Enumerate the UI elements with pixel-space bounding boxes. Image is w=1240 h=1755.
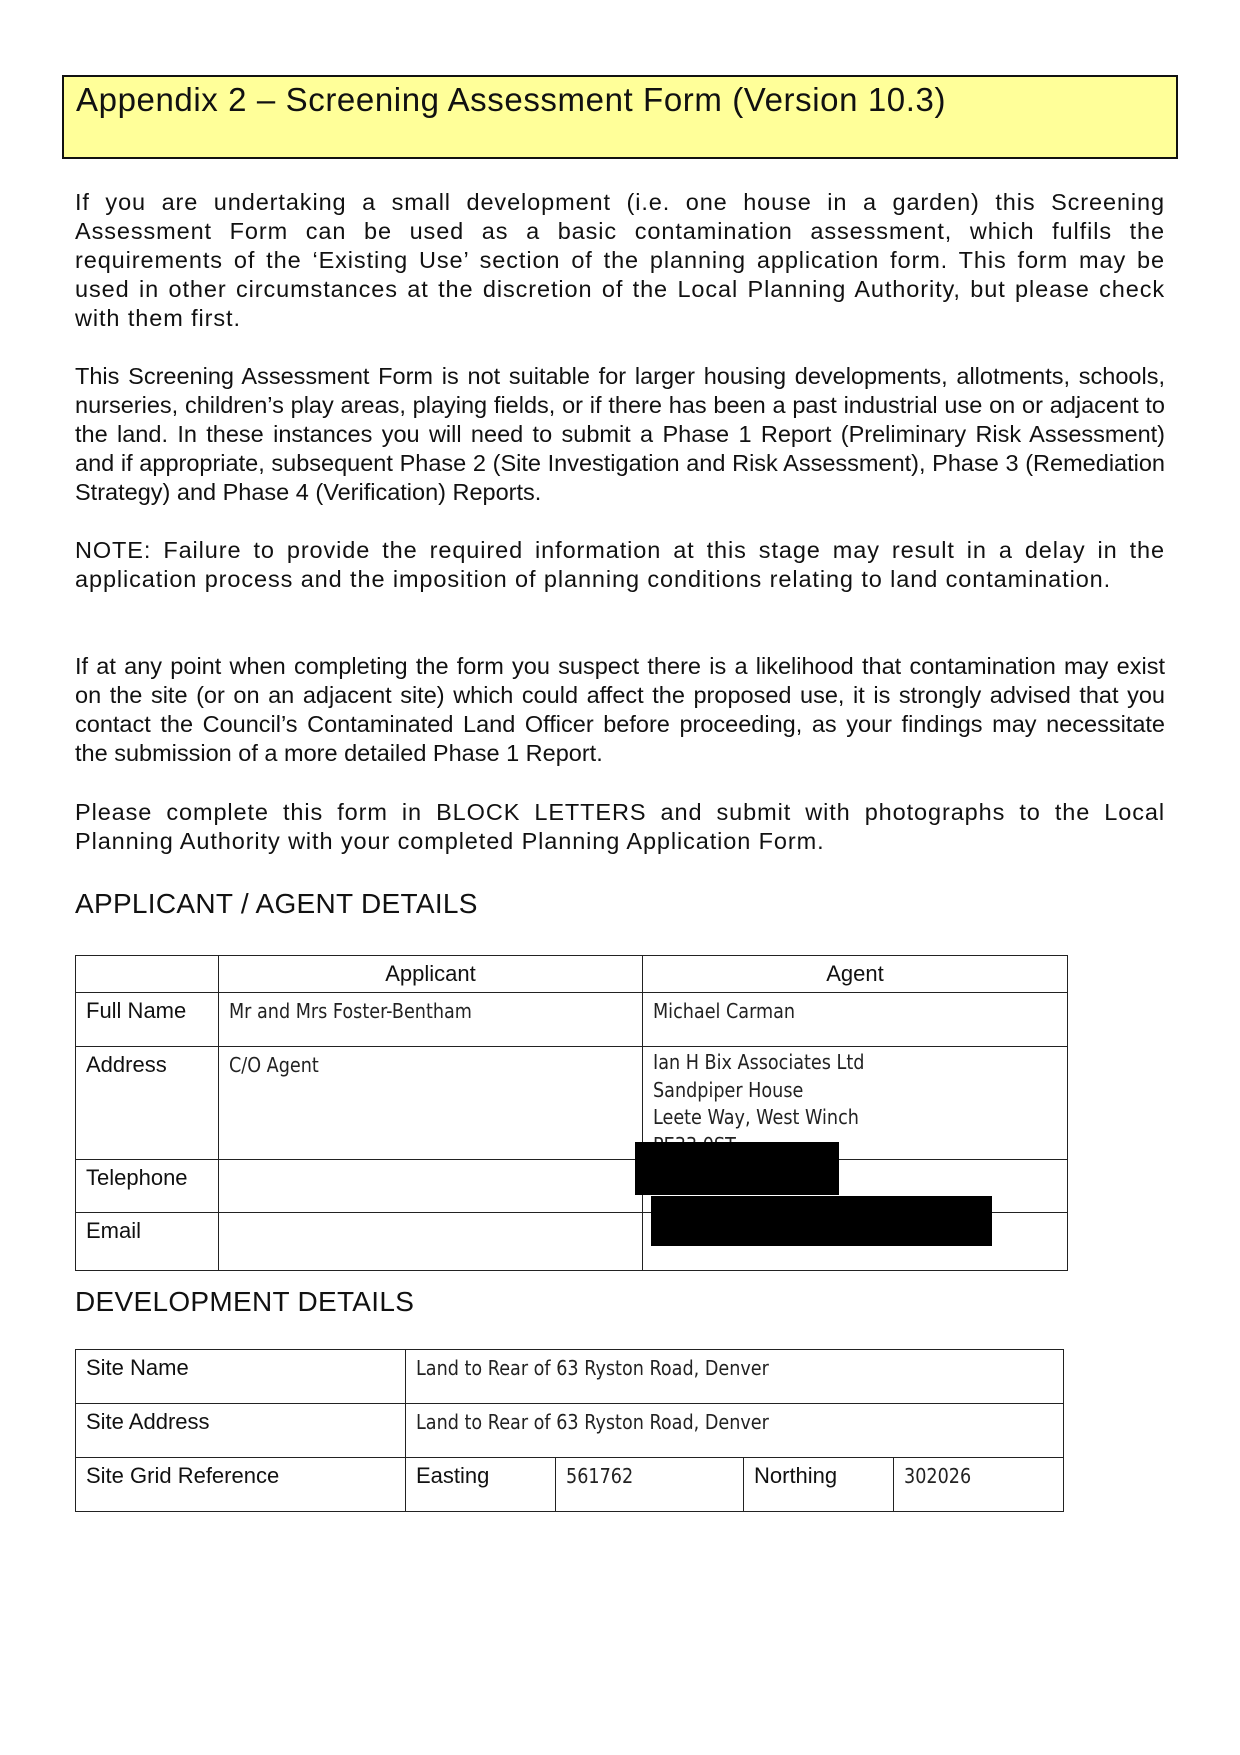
agent-address-line: Leete Way, West Winch: [653, 1105, 859, 1129]
table-row: [76, 1047, 1068, 1160]
easting-value: 561762: [566, 1464, 634, 1488]
applicant-address-field[interactable]: [219, 1047, 643, 1160]
table-row: [76, 1350, 1064, 1404]
easting-field[interactable]: [556, 1458, 744, 1512]
intro-paragraph: If you are undertaking a small development (i.e. one house in a garden) this Screening Assessment Form can be used as a basic contamination assessment, which fulfils the requirements of the ‘Existing Use’ section of the planning application form. This form may be used in other circumstances at the discretion of the Local Planning Authority, but please check with them first.: [75, 189, 1165, 331]
site-name-label: Site Name: [76, 1350, 406, 1404]
applicant-address-value: C/O Agent: [229, 1053, 319, 1077]
applicant-telephone-field[interactable]: [219, 1160, 643, 1213]
table-row: [76, 1458, 1064, 1512]
page-title: Appendix 2 – Screening Assessment Form (Version 10.3): [76, 81, 947, 118]
table-header-row: [76, 956, 1068, 993]
advice-paragraph: If at any point when completing the form you suspect there is a likelihood that contamination may exist on the site (or on an adjacent site) which could affect the proposed use, it is strongly advised that you contact the Council’s Contaminated Land Officer before proceeding, as your findings may necessitate the submission of a more detailed Phase 1 Report.: [75, 653, 1165, 766]
easting-label: Easting: [406, 1458, 556, 1512]
grid-reference-label: Site Grid Reference: [76, 1458, 406, 1512]
northing-value: 302026: [904, 1464, 972, 1488]
development-section-heading: DEVELOPMENT DETAILS: [75, 1286, 415, 1317]
agent-full-name-field[interactable]: [643, 993, 1068, 1047]
email-label: Email: [76, 1213, 219, 1271]
northing-label: Northing: [744, 1458, 894, 1512]
northing-field[interactable]: [894, 1458, 1064, 1512]
full-name-label: Full Name: [76, 993, 219, 1047]
site-name-value: Land to Rear of 63 Ryston Road, Denver: [416, 1356, 769, 1380]
note-paragraph: NOTE: Failure to provide the required information at this stage may result in a delay in the application process and the imposition of planning conditions relating to land contamination.: [75, 537, 1165, 592]
applicant-email-field[interactable]: [219, 1213, 643, 1271]
agent-address-line: Ian H Bix Associates Ltd: [653, 1050, 865, 1074]
site-address-label: Site Address: [76, 1404, 406, 1458]
email-redaction: [651, 1196, 992, 1246]
title-box: [62, 75, 1178, 159]
instructions-paragraph: Please complete this form in BLOCK LETTERS and submit with photographs to the Local Planning Authority with your completed Planning Application Form.: [75, 799, 1165, 854]
table-row: [76, 993, 1068, 1047]
site-address-field[interactable]: [406, 1404, 1064, 1458]
table-row: [76, 1404, 1064, 1458]
telephone-redaction: [635, 1142, 839, 1195]
applicant-section-heading: APPLICANT / AGENT DETAILS: [75, 888, 478, 919]
applicant-column-header: Applicant: [219, 956, 643, 993]
agent-full-name-value: Michael Carman: [653, 999, 796, 1023]
site-name-field[interactable]: [406, 1350, 1064, 1404]
telephone-label: Telephone: [76, 1160, 219, 1213]
site-address-value: Land to Rear of 63 Ryston Road, Denver: [416, 1410, 769, 1434]
address-label: Address: [76, 1047, 219, 1160]
applicant-full-name-value: Mr and Mrs Foster-Bentham: [229, 999, 472, 1023]
development-details-table: [75, 1349, 1064, 1512]
agent-column-header: Agent: [643, 956, 1068, 993]
agent-address-line: Sandpiper House: [653, 1077, 804, 1102]
suitability-paragraph: This Screening Assessment Form is not suitable for larger housing developments, allotments, schools, nurseries, children’s play areas, playing fields, or if there has been a past industrial use on or adjacent to the land. In these instances you will need to submit a Phase 1 Report (Preliminary Risk Assessment) and if appropriate, subsequent Phase 2 (Site Investigation and Risk Assessment), Phase 3 (Remediation Strategy) and Phase 4 (Verification) Reports.: [75, 363, 1165, 505]
applicant-full-name-field[interactable]: [219, 993, 643, 1047]
